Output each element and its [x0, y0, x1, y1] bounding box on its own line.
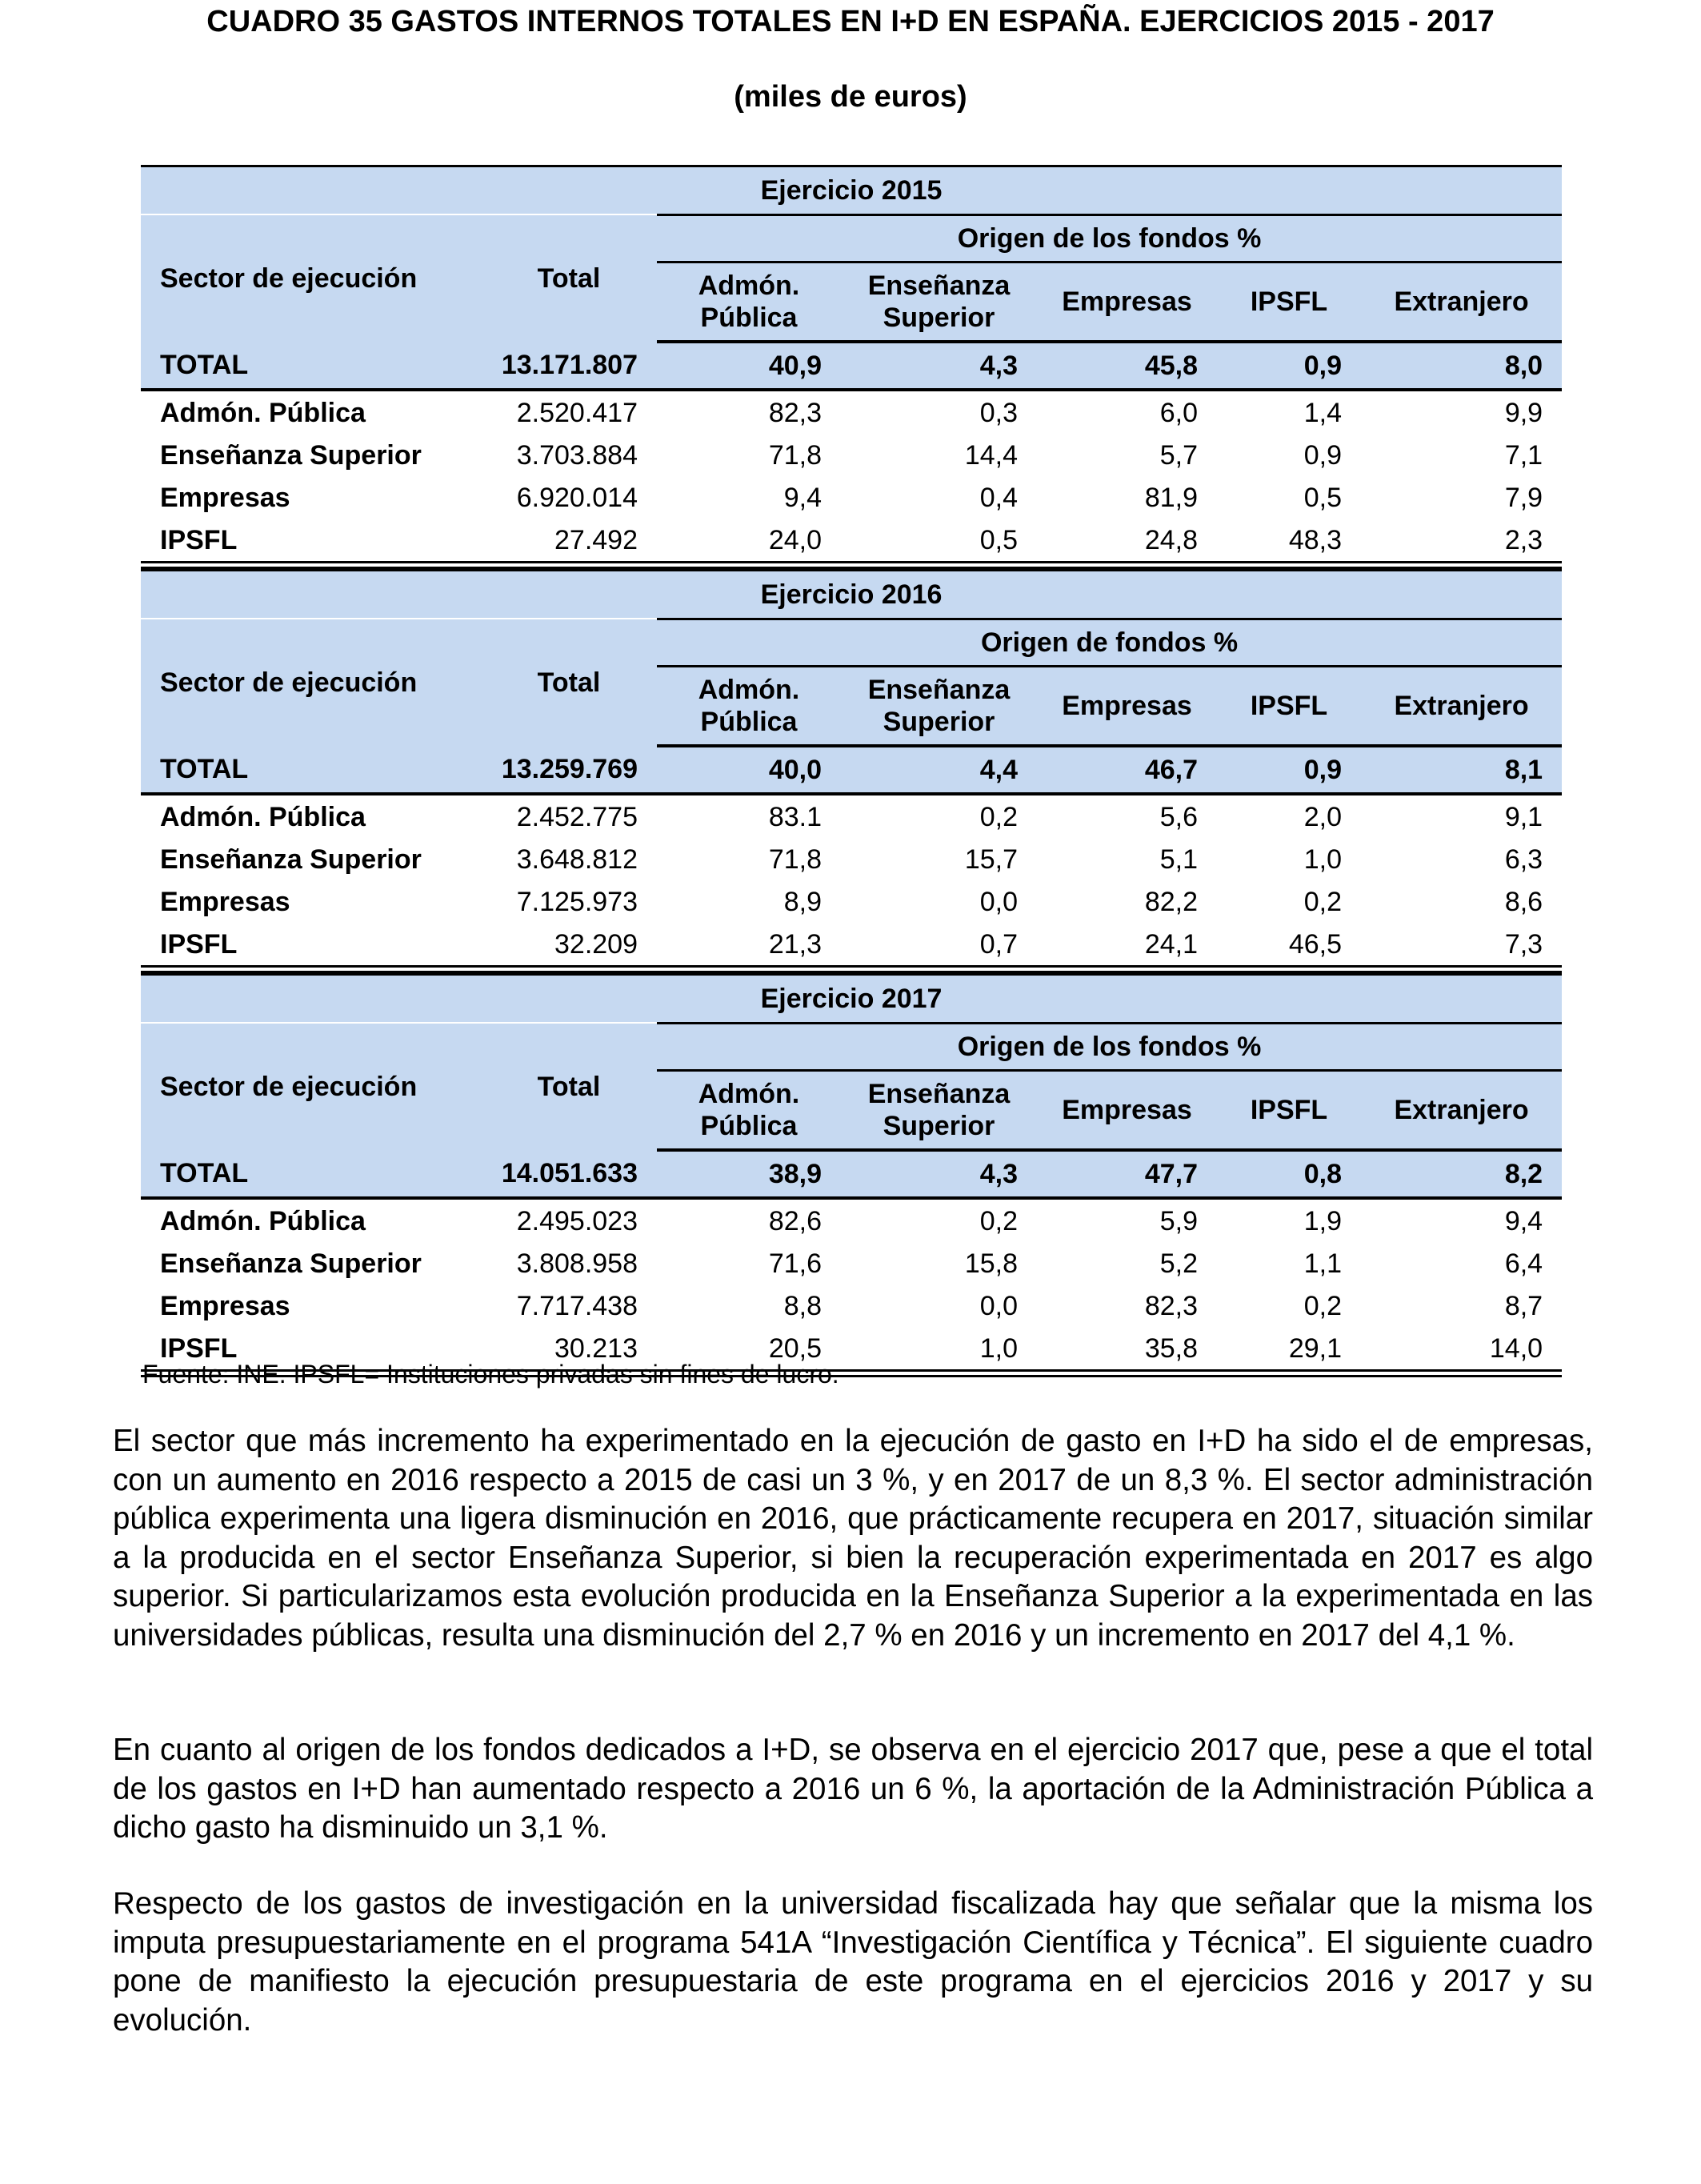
table-block-2016 [141, 569, 1562, 965]
header-extranjero: Extranjero [1361, 667, 1562, 747]
header-extranjero: Extranjero [1361, 1071, 1562, 1151]
header-ipsfl: IPSFL [1217, 667, 1361, 747]
header-empresas: Empresas [1037, 262, 1217, 343]
table-divider [141, 561, 1562, 569]
header-sector: Sector de ejecución [160, 1071, 418, 1102]
paragraph: Respecto de los gastos de investigación en la universidad fiscalizada hay que señalar que la misma los imputa presupuestariamente en el programa 541A “Investigación Científica y Técnica”. El siguiente cuadro pone de manifiesto la ejecución presupuestaria de este programa en el ejercicios 2016 y 2017 y su evolución. [113, 1886, 1593, 2038]
table-row: Admón. Pública 2.452.775 83.1 0,2 5,6 2,0 9,1 [160, 801, 1543, 832]
table-row: IPSFL 32.209 21,3 0,7 24,1 46,5 7,3 [160, 928, 1543, 960]
table-subtitle: (miles de euros) [734, 80, 967, 114]
header-sector: Sector de ejecución [160, 667, 418, 698]
header-admon-publica: Admón. Pública [657, 667, 841, 747]
header-ensenanza-superior: Enseñanza Superior [841, 262, 1037, 343]
table-title: CUADRO 35 GASTOS INTERNOS TOTALES EN I+D EN ESPAÑA. EJERCICIOS 2015 - 2017 [206, 5, 1495, 38]
origin-funds-label: Origen de los fondos % [657, 215, 1562, 262]
header-total: Total [537, 262, 601, 294]
table-row: Empresas 7.717.438 8,8 0,0 82,3 0,2 8,7 [160, 1290, 1543, 1321]
origin-funds-label: Origen de fondos % [657, 619, 1562, 667]
header-total: Total [537, 667, 601, 698]
table-row: Enseñanza Superior 3.703.884 71,8 14,4 5,7 0,9 7,1 [160, 439, 1543, 471]
table-row: Admón. Pública 2.520.417 82,3 0,3 6,0 1,4 9,9 [160, 397, 1543, 428]
table-row: Enseñanza Superior 3.808.958 71,6 15,8 5,2 1,1 6,4 [160, 1248, 1543, 1279]
table-row: IPSFL 27.492 24,0 0,5 24,8 48,3 2,3 [160, 524, 1543, 555]
year-label: Ejercicio 2017 [141, 975, 1562, 1024]
year-row [141, 975, 1562, 1024]
header-extranjero: Extranjero [1361, 262, 1562, 343]
total-row: TOTAL 13.259.769 40,0 4,4 46,7 0,9 8,1 [141, 746, 1562, 794]
paragraph: El sector que más incremento ha experimentado en la ejecución de gasto en I+D ha sido el de empresas, con un aumento en 2016 respecto a 2015 de casi un 3 %, y en 2017 de un 8,3 %. El sector administración pública experimenta una ligera disminución en 2016, que prácticamente recupera en 2017, situación similar a la producida en el sector Enseñanza Superior, si bien la recuperación experimentada en 2017 es algo superior. Si particularizamos esta evolución producida en la Enseñanza Superior a la experimentada en las universidades públicas, resulta una disminución del 2,7 % en 2016 y un incremento en 2017 del 4,1 %. [113, 1424, 1593, 1653]
table-block-2015 [141, 165, 1562, 561]
header-empresas: Empresas [1037, 1071, 1217, 1151]
header-total: Total [537, 1071, 601, 1102]
header-ipsfl: IPSFL [1217, 262, 1361, 343]
table-divider [141, 965, 1562, 973]
origin-funds-label: Origen de los fondos % [657, 1024, 1562, 1071]
table-row: Enseñanza Superior 3.648.812 71,8 15,7 5,1 1,0 6,3 [160, 844, 1543, 875]
header-sector: Sector de ejecución [160, 262, 418, 294]
header-empresas: Empresas [1037, 667, 1217, 747]
table-row: Admón. Pública 2.495.023 82,6 0,2 5,9 1,9 9,4 [160, 1205, 1543, 1236]
header-admon-publica: Admón. Pública [657, 262, 841, 343]
expenditure-tables [141, 165, 1562, 1377]
year-row [141, 166, 1562, 215]
paragraph: En cuanto al origen de los fondos dedicados a I+D, se observa en el ejercicio 2017 que, pese a que el total de los gastos en I+D han aumentado respecto a 2016 un 6 %, la aportación de la Administración Pública a dicho gasto ha disminuido un 3,1 %. [113, 1733, 1593, 1845]
header-ipsfl: IPSFL [1217, 1071, 1361, 1151]
year-row [141, 571, 1562, 619]
table-block-2017 [141, 973, 1562, 1369]
table-row: Empresas 7.125.973 8,9 0,0 82,2 0,2 8,6 [160, 886, 1543, 917]
header-ensenanza-superior: Enseñanza Superior [841, 1071, 1037, 1151]
total-row: TOTAL 13.171.807 40,9 4,3 45,8 0,9 8,0 [141, 342, 1562, 390]
year-label: Ejercicio 2016 [141, 571, 1562, 619]
total-row: TOTAL 14.051.633 38,9 4,3 47,7 0,8 8,2 [141, 1150, 1562, 1198]
table-row: Empresas 6.920.014 9,4 0,4 81,9 0,5 7,9 [160, 482, 1543, 513]
source-note: Fuente: INE. IPSFL= Instituciones privadas sin fines de lucro. [142, 1360, 839, 1389]
header-admon-publica: Admón. Pública [657, 1071, 841, 1151]
header-ensenanza-superior: Enseñanza Superior [841, 667, 1037, 747]
year-label: Ejercicio 2015 [141, 166, 1562, 215]
table-row: IPSFL 30.213 20,5 1,0 35,8 29,1 14,0 [160, 1332, 1543, 1364]
